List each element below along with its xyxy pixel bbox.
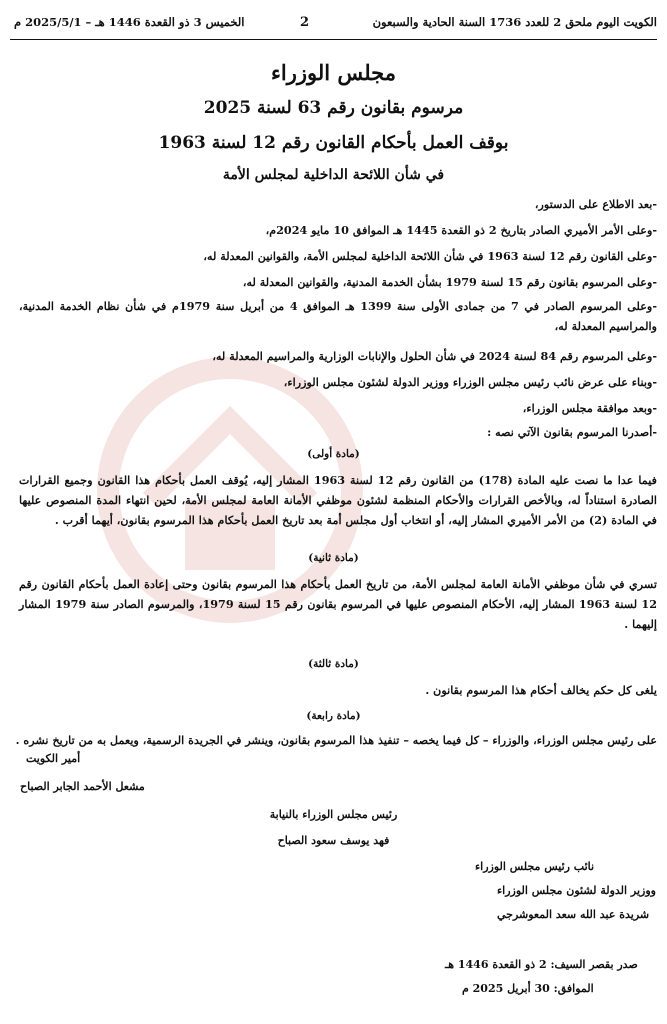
page-number: 2 — [299, 15, 309, 30]
preamble-line: -وعلى المرسوم بقانون رقم 15 لسنة 1979 بشأن الخدمة المدنية، والقوانين المعدلة له، — [242, 275, 657, 289]
preamble-line: -وعلى المرسوم الصادر في 7 من جمادى الأولى سنة 1399 هـ الموافق 4 من أبريل سنة 1979م في شأن نظام الخدمة المدنية، والمراسيم المعدلة له، — [19, 299, 657, 333]
article-text: فيما عدا ما نصت عليه المادة (178) من القانون رقم 12 لسنة 1963 المشار إليه، يُوقف العمل بأحكام هذا القانون وجميع القرارات الصادرة استناداً له، وبالأخص القرارات والأحكام المنظمة لشئون موظفي الأمانة العامة لمجلس الأمة، لحين انتهاء المدة المنصوص عليها في المادة (2) من الأمر الأميري المشار إليه، أو انتخاب أول مجلس أمة بعد تاريخ العمل بأحكام هذا المرسوم بقانون، أيهما أقرب . — [19, 473, 657, 527]
preamble-line: -وعلى القانون رقم 12 لسنة 1963 في شأن اللائحة الداخلية لمجلس الأمة، والقوانين المعدلة له، — [203, 249, 657, 263]
emir-title: أمير الكويت — [26, 752, 81, 765]
running-header — [14, 15, 657, 37]
header-divider — [10, 39, 657, 40]
preamble-line: -أصدرنا المرسوم بقانون الآتي نصه : — [487, 425, 657, 439]
decree-title: مرسوم بقانون رقم 63 لسنة 2025 — [203, 98, 464, 118]
decree-subject-line-1: بوقف العمل بأحكام القانون رقم 12 لسنة 1963 — [158, 133, 509, 153]
issuance-place-date: صدر بقصر السيف: 2 ذو القعدة 1446 هـ — [445, 958, 638, 971]
deputy-name: شريدة عبد الله سعد المعوشرجي — [497, 908, 650, 921]
article-text: على رئيس مجلس الوزراء، والوزراء – كل فيما يخصه – تنفيذ هذا المرسوم بقانون، وينشر في الجريدة الرسمية، ويعمل به من تاريخ نشره . — [15, 733, 657, 747]
article-text: تسري في شأن موظفي الأمانة العامة لمجلس الأمة، من تاريخ العمل بأحكام هذا المرسوم بقانون وحتى إعادة العمل بأحكام القانون رقم 12 لسنة 1963 المشار إليه، الأحكام المنصوص عليها في المرسوم بقانون رقم 15 لسنة 1979، والمرسوم الصادر سنة 1979 المشار إليهما . — [19, 577, 657, 631]
article-text: يلغى كل حكم يخالف أحكام هذا المرسوم بقانون . — [425, 683, 657, 697]
preamble-line: -بعد الاطلاع على الدستور، — [534, 197, 657, 211]
gazette-date: الخميس 3 ذو القعدة 1446 هـ – 2025/5/1 م — [14, 15, 245, 29]
preamble-line: -وعلى المرسوم رقم 84 لسنة 2024 في شأن الحلول والإنابات الوزارية والمراسيم المعدلة له، — [212, 349, 657, 363]
issuance-gregorian-date: الموافق: 30 أبريل 2025 م — [462, 982, 594, 995]
decree-subject-line-2: في شأن اللائحة الداخلية لمجلس الأمة — [222, 167, 445, 183]
acting-pm-name: فهد يوسف سعود الصباح — [277, 834, 390, 847]
article-heading: (مادة ثانية) — [308, 552, 359, 564]
preamble-line: -وبناء على عرض نائب رئيس مجلس الوزراء ووزير الدولة لشئون مجلس الوزراء، — [283, 375, 657, 389]
gazette-issue-info: الكويت اليوم ملحق 2 للعدد 1736 السنة الحادية والسبعون — [372, 15, 657, 29]
preamble-line: -وبعد موافقة مجلس الوزراء، — [522, 401, 657, 415]
article-heading: (مادة أولى) — [307, 448, 360, 460]
article-heading: (مادة رابعة) — [306, 710, 361, 722]
deputy-minister-title: ووزير الدولة لشئون مجلس الوزراء — [497, 884, 656, 897]
deputy-pm-title: نائب رئيس مجلس الوزراء — [475, 860, 595, 873]
acting-pm-title: رئيس مجلس الوزراء بالنيابة — [269, 808, 398, 821]
preamble-line: -وعلى الأمر الأميري الصادر بتاريخ 2 ذو القعدة 1445 هـ الموافق 10 مايو 2024م، — [265, 223, 657, 237]
issuing-body-title: مجلس الوزراء — [271, 60, 396, 85]
article-heading: (مادة ثالثة) — [308, 658, 359, 670]
emir-name: مشعل الأحمد الجابر الصباح — [20, 780, 145, 793]
